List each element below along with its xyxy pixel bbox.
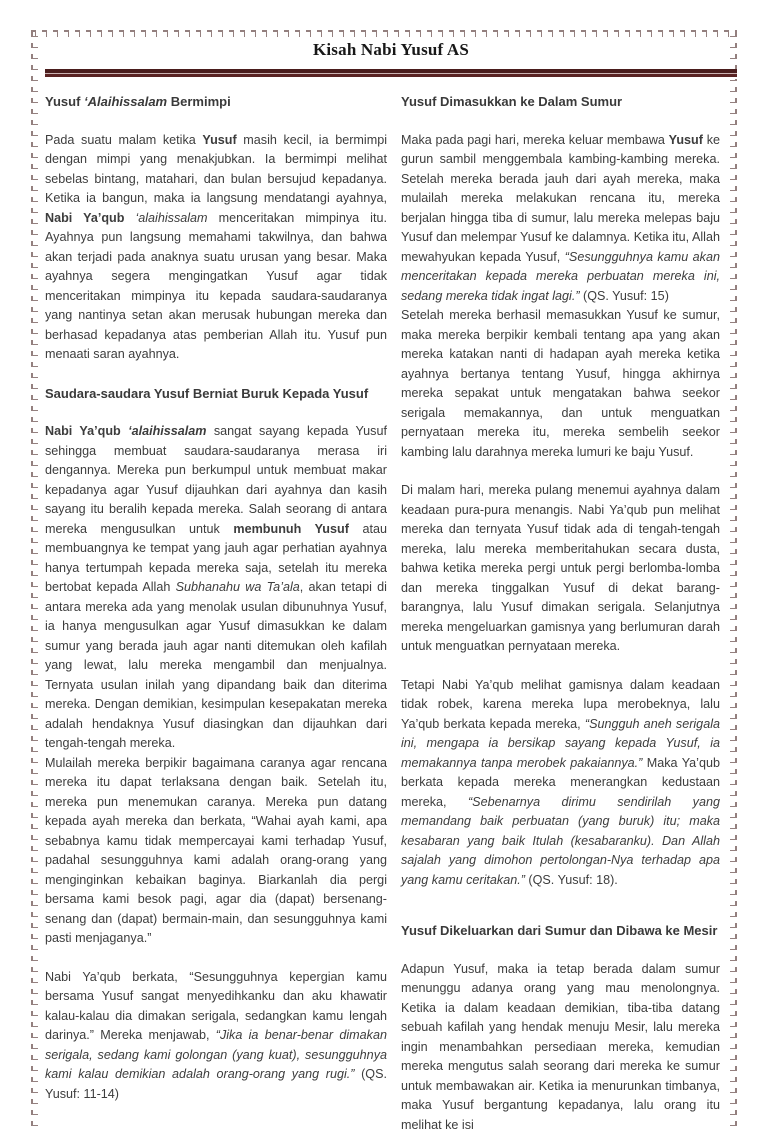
paragraph: Pada suatu malam ketika Yusuf masih kecil, ia bermimpi dengan mimpi yang menakjubkan. Ia bermimpi melihat sebelas bintang, matahari, dan bulan bersujud kepadanya. Ketika ia bangun, maka ia langsung mendatangi ayahnya, Nabi Ya’qub ‘alaihissalam menceritakan mimpinya itu. Ayahnya pun langsung memahami takwilnya, dan bahwa akan terjadi pada anaknya suatu urusan yang besar. Maka ayahnya segera mengingatkan Yusuf agar tidak menceritakan mimpinya itu kepada saudara-saudaranya yang nantinya setan akan merusak hubungan mereka dan berhasad kepadanya atas pemberian Allah itu. Yusuf pun menaati saran ayahnya. [45,131,387,365]
two-column-layout [45,92,737,1135]
paragraph: Di malam hari, mereka pulang menemui ayahnya dalam keadaan pura-pura menangis. Nabi Ya’qub pun melihat mereka dan ternyata Yusuf tidak ada di tengah-tengah mereka, lalu mereka memberitahukan secara dusta, bahwa ketika mereka pergi untuk pergi berlomba-lomba dan mereka tinggalkan Yusuf di dekat barang-barangnya, lalu Yusuf dimakan serigala. Selanjutnya mereka mengeluarkan gamisnya yang berlumuran darah untuk menguatkan pernyataan mereka. [401,481,720,657]
paragraph: Nabi Ya’qub ‘alaihissalam sangat sayang kepada Yusuf sehingga membuat saudara-saudaranya merasa iri dengannya. Mereka pun berkumpul untuk membuat makar kepadanya agar Yusuf dijauhkan dari ayahnya dan kasih sayang itu beralih kepada mereka. Salah seorang di antara mereka mengusulkan untuk membunuh Yusuf atau membuangnya ke tempat yang jauh agar perhatian ayahnya hanya tertumpah kepada mereka saja, setelah itu mereka bertobat kepada Allah Subhanahu wa Ta’ala, akan tetapi di antara mereka ada yang menolak usulan dibunuhnya Yusuf, ia hanya mengusulkan agar Yusuf dimasukkan ke dalam sumur yang berada jauh agar nanti ditemukan oleh kafilah yang lewat, lalu mereka mengambil dan menjualnya. Ternyata usulan inilah yang dipandang baik dan diterima mereka. Dengan demikian, kesimpulan kesepakatan mereka adalah hendaknya Yusuf diasingkan dan dijauhkan dari tengah-tengah mereka. [45,422,387,754]
page-title: Kisah Nabi Yusuf AS [45,40,737,60]
column-left [45,92,387,1135]
paragraph: Tetapi Nabi Ya’qub melihat gamisnya dalam keadaan tidak robek, karena mereka lupa merobeknya, lalu Ya’qub berkata kepada mereka, “Sungguh aneh serigala ini, mengapa ia bersikap sayang kepada Yusuf, ia memakannya tanpa merobek pakaiannya.” Maka Ya’qub berkata kepada mereka menerangkan kedustaan mereka, “Sebenarnya dirimu sendirilah yang memandang baik perbuatan (yang buruk) itu; maka kesabaran yang baik Itulah (kesabaranku). Dan Allah sajalah yang dimohon pertolongan-Nya terhadap apa yang kamu ceritakan.” (QS. Yusuf: 18). [401,676,720,891]
heading-yusuf-bermimpi: Yusuf ‘Alaihissalam Bermimpi [45,92,387,112]
title-rule [45,69,737,79]
heading-yusuf-dimasukkan-sumur: Yusuf Dimasukkan ke Dalam Sumur [401,92,720,112]
document-content [45,40,737,1135]
heading-saudara-berniat-buruk: Saudara-saudara Yusuf Berniat Buruk Kepada Yusuf [45,384,387,404]
paragraph: Setelah mereka berhasil memasukkan Yusuf ke sumur, maka mereka berpikir kembali tentang apa yang akan mereka katakan nanti di hadapan ayah mereka ketika ayahnya bertanya tentang Yusuf, hingga akhirnya mereka sepakat untuk mengatakan bahwa seekor serigala memakannya, dan untuk menguatkan pernyataan mereka itu, mereka sembelih seekor kambing lalu darahnya mereka lumuri ke baju Yusuf. [401,306,720,462]
column-right [401,92,720,1135]
paragraph: Nabi Ya’qub berkata, “Sesungguhnya kepergian kamu bersama Yusuf sangat menyedihkanku dan aku khawatir kalau-kalau dia dimakan serigala, sedangkan kamu lengah darinya.” Mereka menjawab, “Jika ia benar-benar dimakan serigala, sedang kami golongan (yang kuat), sesungguhnya kami kalau demikian adalah orang-orang yang rugi.” (QS. Yusuf: 11-14) [45,968,387,1105]
paragraph: Mulailah mereka berpikir bagaimana caranya agar rencana mereka itu dapat terlaksana dengan baik. Setelah itu, mereka pun menemukan caranya. Mereka pun datang kepada ayah mereka dan berkata, “Wahai ayah kami, apa sebabnya kamu tidak mempercayai kami terhadap Yusuf, padahal sesungguhnya kami adalah orang-orang yang menginginkan kebaikan baginya. Biarkanlah dia pergi bersama kami besok pagi, agar dia (dapat) bersenang-senang dan (dapat) bermain-main, dan sesungguhnya kami pasti menjaganya.” [45,754,387,949]
paragraph: Maka pada pagi hari, mereka keluar membawa Yusuf ke gurun sambil menggembala kambing-kambing mereka. Setelah mereka berada jauh dari ayah mereka, maka mulailah mereka melakukan rencana itu, mereka berjalan hingga tiba di sumur, lalu mereka melepas baju Yusuf dan melempar Yusuf ke dalamnya. Ketika itu, Allah mewahyukan kepada Yusuf, “Sesungguhnya kamu akan menceritakan kepada mereka perbuatan mereka ini, sedang mereka tidak ingat lagi.” (QS. Yusuf: 15) [401,131,720,307]
border-left-edge [31,32,38,1130]
border-top-edge [31,30,737,37]
heading-yusuf-dikeluarkan-sumur: Yusuf Dikeluarkan dari Sumur dan Dibawa ke Mesir [401,921,720,941]
paragraph: Adapun Yusuf, maka ia tetap berada dalam sumur menunggu adanya orang yang mau menolongnya. Ketika ia dalam keadaan demikian, tiba-tiba datang sebuah kafilah yang hendak menuju Mesir, lalu mereka ingin menambahkan persediaan mereka, kemudian mereka mengutus salah seorang dari mereka ke sumur untuk membawakan air. Ketika ia menurunkan timbanya, maka Yusuf bergantung kepadanya, lalu orang itu melihat ke isi [401,960,720,1135]
